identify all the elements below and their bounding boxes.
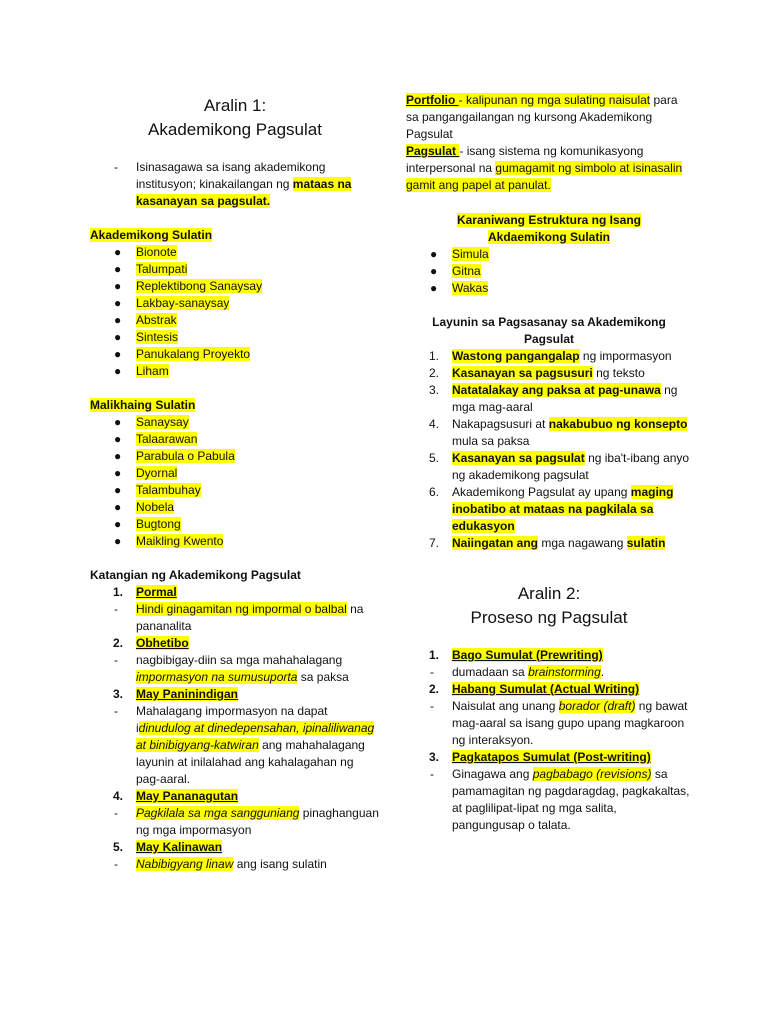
bullet-icon: ●: [114, 245, 122, 259]
text-run: dumadaan sa: [452, 665, 529, 679]
item-title: Bago Sumulat (Prewriting): [452, 648, 603, 662]
bullet-icon: ●: [114, 313, 122, 327]
bullet-icon: ●: [114, 500, 122, 514]
item-number: 1.: [113, 585, 124, 599]
intro-paragraph: [90, 159, 380, 210]
text-run: Wastong pangangalap: [452, 349, 580, 363]
text-run: ng mga mag-aaral: [452, 383, 678, 414]
left-column: [90, 94, 380, 873]
text-run: Ginagawa ang: [452, 767, 533, 781]
text-run: Natatalakay ang paksa at pag-unawa: [452, 383, 661, 397]
item-number: 5.: [429, 451, 440, 465]
text-run: Nakapagsusuri at: [452, 417, 549, 431]
layunin-heading: Layunin sa Pagsasanay sa Akademikong Pagsulat: [432, 315, 666, 346]
dash-marker: -: [114, 704, 118, 718]
list-item: [90, 431, 380, 448]
item-number: 1.: [429, 349, 440, 363]
list-item: [406, 280, 692, 297]
list-item: [90, 448, 380, 465]
bullet-icon: ●: [114, 466, 122, 480]
item-number: 4.: [113, 789, 124, 803]
text-run: impormasyon na sumusuporta: [136, 670, 298, 684]
numbered-heading: [90, 788, 380, 805]
numbered-heading: [90, 686, 380, 703]
list-item: [90, 261, 380, 278]
bullet-icon: ●: [114, 449, 122, 463]
lesson2-title-line2: Proseso ng Pagsulat: [470, 608, 628, 627]
item-description: [406, 766, 692, 834]
text-run: sa pamamagitan ng pagdaragdag, pagkakaltas, at paglilipat-lipat ng mga salita, pangungusap o talata.: [452, 767, 690, 832]
text-run: nakabubuo ng konsepto: [548, 417, 688, 431]
proseso-list: [406, 647, 692, 834]
katangian-list: [90, 584, 380, 873]
bullet-icon: ●: [430, 281, 438, 295]
list-item: [90, 312, 380, 329]
list-item: [406, 263, 692, 280]
numbered-item: [406, 484, 692, 535]
dash-marker: -: [430, 665, 434, 679]
dash-marker: -: [430, 767, 434, 781]
portfolio-rest: para sa pangangailangan ng kursong Akademikong Pagsulat: [406, 93, 678, 141]
akademiko-item-label: Lakbay-sanaysay: [136, 296, 230, 310]
akademiko-sulatin-list: [90, 244, 380, 380]
text-run: na pananalita: [136, 602, 364, 633]
item-title: Obhetibo: [136, 636, 189, 650]
akademiko-item-label: Talumpati: [136, 262, 188, 276]
item-description: [90, 805, 380, 839]
item-number: 3.: [429, 750, 440, 764]
malikhain-sulatin-list: [90, 414, 380, 550]
bullet-icon: ●: [430, 264, 438, 278]
numbered-item: [406, 450, 692, 484]
text-run: Kasanayan sa pagsusuri: [452, 366, 593, 380]
item-number: 4.: [429, 417, 440, 431]
text-run: Kasanayan sa pagsulat: [452, 451, 585, 465]
numbered-item: [406, 382, 692, 416]
lesson1-title-line2: Akademikong Pagsulat: [148, 120, 322, 139]
item-description: [90, 856, 380, 873]
text-run: pagbabago (revisions): [532, 767, 652, 781]
list-item: [90, 346, 380, 363]
intro-text: Isinasagawa sa isang akademikong institusyon; kinakailangan ng: [136, 160, 326, 191]
dash-marker: -: [430, 699, 434, 713]
item-number: 2.: [113, 636, 124, 650]
text-run: ng teksto: [592, 366, 645, 380]
list-item: [90, 278, 380, 295]
pagsulat-definition: [406, 143, 692, 194]
estruktura-item-label: Simula: [452, 247, 489, 261]
text-run: ng impormasyon: [579, 349, 672, 363]
bullet-icon: ●: [114, 364, 122, 378]
dash-marker: -: [114, 653, 118, 667]
list-item: [90, 244, 380, 261]
malikhain-item-label: Dyornal: [136, 466, 178, 480]
bullet-icon: ●: [114, 483, 122, 497]
text-run: sa paksa: [297, 670, 349, 684]
malikhain-item-label: Bugtong: [136, 517, 181, 531]
katangian-heading: Katangian ng Akademikong Pagsulat: [90, 568, 301, 582]
text-run: Nabibigyang linaw: [136, 857, 234, 871]
item-description: [406, 664, 692, 681]
item-description: [90, 703, 380, 788]
text-run: Naisulat ang unang: [452, 699, 559, 713]
item-number: 1.: [429, 648, 440, 662]
bullet-icon: ●: [114, 279, 122, 293]
item-title: May Paninindigan: [136, 687, 239, 701]
list-item: [406, 246, 692, 263]
list-item: [90, 295, 380, 312]
item-title: May Kalinawan: [136, 840, 223, 854]
text-run: .: [600, 665, 605, 679]
bullet-icon: ●: [114, 296, 122, 310]
item-number: 2.: [429, 366, 440, 380]
akademiko-item-label: Abstrak: [136, 313, 177, 327]
bullet-icon: ●: [114, 517, 122, 531]
item-description: [406, 698, 692, 749]
akademiko-item-label: Liham: [136, 364, 169, 378]
bullet-icon: ●: [114, 262, 122, 276]
numbered-heading: [90, 839, 380, 856]
numbered-heading: [90, 635, 380, 652]
text-run: mula sa paksa: [452, 434, 530, 448]
dash-marker: -: [114, 160, 118, 174]
text-run: Naiingatan ang: [452, 536, 539, 550]
right-column: [406, 92, 692, 834]
bullet-icon: ●: [430, 247, 438, 261]
estruktura-item-label: Wakas: [452, 281, 489, 295]
lesson1-title-line1: Aralin 1:: [203, 96, 267, 115]
malikhain-item-label: Sanaysay: [136, 415, 189, 429]
text-run: Hindi ginagamitan ng impormal o balbal: [136, 602, 347, 616]
text-run: Akademikong Pagsulat ay upang: [452, 485, 631, 499]
bullet-icon: ●: [114, 534, 122, 548]
akademiko-item-label: Bionote: [136, 245, 177, 259]
portfolio-highlight: kalipunan ng mga sulating naisulat: [466, 93, 651, 107]
text-run: ng iba't-ibang anyo ng akademikong pagsulat: [452, 451, 690, 482]
dash-marker: -: [114, 806, 118, 820]
list-item: [90, 363, 380, 380]
pagsulat-rest: - isang sistema ng komunikasyong interpersonal na: [406, 144, 644, 175]
item-number: 5.: [113, 840, 124, 854]
item-number: 6.: [429, 485, 440, 499]
text-run: nagbibigay-diin sa mga mahahalagang: [136, 653, 343, 667]
portfolio-term: Portfolio: [406, 93, 459, 107]
malikhain-item-label: Nobela: [136, 500, 175, 514]
akademiko-item-label: Replektibong Sanaysay: [136, 279, 263, 293]
text-run: Pagkilala sa mga sangguniang: [136, 806, 300, 820]
item-description: [90, 652, 380, 686]
item-number: 2.: [429, 682, 440, 696]
item-title: May Pananagutan: [136, 789, 239, 803]
list-item: [90, 482, 380, 499]
text-run: maging inobatibo at mataas na pagkilala sa edukasyon: [452, 485, 674, 533]
text-run: dinudulog at dinedepensahan, ipinaliliwanag at binibigyang-katwiran: [136, 721, 375, 752]
item-description: [90, 601, 380, 635]
bullet-icon: ●: [114, 330, 122, 344]
item-title: Pagkatapos Sumulat (Post-writing): [452, 750, 651, 764]
akademiko-item-label: Sintesis: [136, 330, 179, 344]
list-item: [90, 499, 380, 516]
list-item: [90, 516, 380, 533]
item-number: 7.: [429, 536, 440, 550]
item-title: Pormal: [136, 585, 177, 599]
lesson2-title-line1: Aralin 2:: [517, 584, 581, 603]
portfolio-definition: [406, 92, 692, 143]
text-run: ang mahahalagang layunin at inilalahad ang kahalagahan ng pag-aaral.: [136, 738, 365, 786]
list-item: [90, 533, 380, 550]
lesson2-title: [406, 582, 692, 630]
numbered-item: [406, 365, 692, 382]
bullet-icon: ●: [114, 415, 122, 429]
list-item: [90, 329, 380, 346]
layunin-list: [406, 348, 692, 552]
malikhain-item-label: Talaarawan: [136, 432, 198, 446]
estruktura-item-label: Gitna: [452, 264, 481, 278]
text-run: mga nagawang: [538, 536, 627, 550]
malikhain-item-label: Maikling Kwento: [136, 534, 224, 548]
list-item: [90, 414, 380, 431]
numbered-heading: [406, 681, 692, 698]
text-run: brainstorming: [528, 665, 601, 679]
numbered-item: [406, 348, 692, 365]
numbered-item: [406, 416, 692, 450]
item-number: 3.: [113, 687, 124, 701]
pagsulat-term: Pagsulat: [406, 144, 460, 158]
intro-highlight: mataas na kasanayan sa pagsulat.: [136, 177, 352, 208]
item-number: 3.: [429, 383, 440, 397]
text-run: borador (draft): [558, 699, 636, 713]
pagsulat-highlight: gumagamit ng simbolo at isinasalin gamit ang papel at panulat.: [406, 161, 683, 192]
text-run: Mahalagang impormasyon na dapat i: [136, 704, 328, 735]
numbered-heading: [90, 584, 380, 601]
list-item: [90, 465, 380, 482]
portfolio-sep: -: [458, 93, 467, 107]
bullet-icon: ●: [114, 347, 122, 361]
estruktura-list: [406, 246, 692, 297]
malikhain-item-label: Talambuhay: [136, 483, 201, 497]
dash-marker: -: [114, 602, 118, 616]
text-run: ng bawat mag-aaral sa isang gupo upang magkaroon ng interaksyon.: [452, 699, 688, 747]
text-run: sulatin: [626, 536, 666, 550]
malikhain-sulatin-heading: Malikhaing Sulatin: [90, 398, 196, 412]
akademiko-sulatin-heading: Akademikong Sulatin: [90, 228, 213, 242]
numbered-item: [406, 535, 692, 552]
estruktura-heading: Karaniwang Estruktura ng Isang Akdaemikong Sulatin: [456, 213, 642, 244]
bullet-icon: ●: [114, 432, 122, 446]
item-title: Habang Sumulat (Actual Writing): [452, 682, 640, 696]
dash-marker: -: [114, 857, 118, 871]
text-run: ang isang sulatin: [233, 857, 327, 871]
numbered-heading: [406, 749, 692, 766]
akademiko-item-label: Panukalang Proyekto: [136, 347, 251, 361]
lesson1-title: [90, 94, 380, 142]
numbered-heading: [406, 647, 692, 664]
text-run: pinaghanguan ng mga impormasyon: [136, 806, 379, 837]
malikhain-item-label: Parabula o Pabula: [136, 449, 235, 463]
